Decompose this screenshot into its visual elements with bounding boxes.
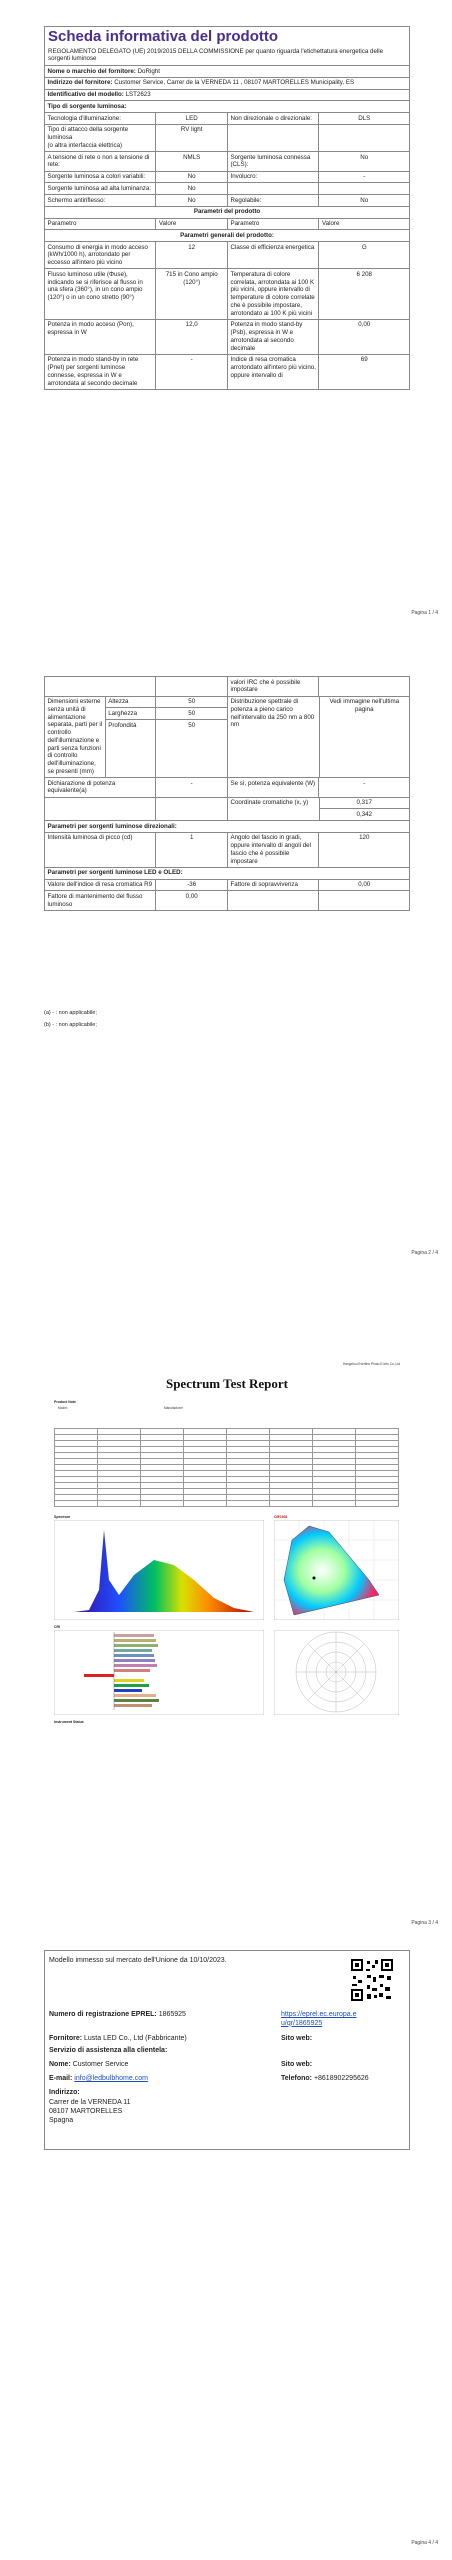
page-number: Pagina 4 / 4 xyxy=(411,2540,438,2546)
page-number: Pagina 1 / 4 xyxy=(411,610,438,616)
width-value: 50 xyxy=(156,708,227,720)
beam-label: Angolo del fascio in gradi, oppure intervallo di angoli del fascio che è possibile impostare xyxy=(228,833,320,867)
model-label: Model: xyxy=(58,1406,68,1410)
led-title: Parametri per sorgenti luminose LED e OLED: xyxy=(47,869,183,877)
peak-value: 1 xyxy=(156,833,228,867)
height-value: 50 xyxy=(156,697,227,709)
param-d: G xyxy=(361,243,367,251)
qr-code-icon xyxy=(349,1957,395,2003)
type-row-a: Tecnologia d'illuminazione: xyxy=(45,113,156,124)
regulation-text: REGOLAMENTO DELEGATO (UE) 2019/2015 DELLA COMMISSIONE per quanto riguarda l'etichettatura energetica delle sorgenti luminose xyxy=(48,47,384,63)
type-row-d: No xyxy=(360,153,369,161)
spectral-value: Vedi immagine nell'ultima pagina xyxy=(329,698,400,713)
type-row-c xyxy=(228,183,320,194)
type-row-d: DLS xyxy=(358,114,371,122)
cri-continuation: valori IRC che è possibile impostare xyxy=(228,677,320,696)
param-c: Indice di resa cromatica arrotondato all'intero più vicino, oppure intervallo di xyxy=(228,355,320,389)
type-row-d xyxy=(319,183,409,194)
type-row-c: Involucro: xyxy=(228,172,320,183)
email-link[interactable]: info@ledbulbhome.com xyxy=(74,2075,148,2082)
polar-chart xyxy=(274,1630,399,1715)
address-value: Customer Service, Carrer de la VERNEDA 11 , 08107 MARTORELLES Municipality, ES xyxy=(114,79,355,87)
type-row-c: Regolabile: xyxy=(228,195,320,206)
param-a: Potenza in modo acceso (Pon), espressa in W xyxy=(45,320,156,354)
type-row-a: Sorgente luminosa a colori variabili: xyxy=(45,172,156,183)
spectrum-report xyxy=(44,1360,410,1745)
supplier-label: Nome o marchio del fornitore: xyxy=(47,67,136,75)
type-row-b: No xyxy=(156,172,228,183)
type-row-d xyxy=(319,125,409,151)
cri-bar-chart xyxy=(54,1630,264,1715)
col-value: Valore xyxy=(156,219,228,230)
param-c: Potenza in modo stand-by (Psb), espressa in W e arrotondata al secondo decimale xyxy=(228,320,320,354)
param-d: 6 208 xyxy=(356,270,372,278)
equiv-power-d: - xyxy=(363,779,366,787)
address-label: Indirizzo del fornitore: xyxy=(47,79,113,87)
param-b: 715 in Cono ampio (120°) xyxy=(156,269,228,319)
cie-chart xyxy=(274,1520,399,1620)
chroma-point xyxy=(313,1577,316,1580)
page-4 xyxy=(0,1940,452,2560)
param-a: Potenza in modo stand-by in rete (Pnet) per sorgenti luminose connesse, espressa in W e arrotondata al secondo decimale xyxy=(45,355,156,389)
type-row-b: NMLS xyxy=(156,152,228,171)
equiv-power-label: Dichiarazione di potenza equivalente(a) xyxy=(45,778,156,797)
report-title: Spectrum Test Report xyxy=(165,1376,289,1391)
website2-label: Sito web: xyxy=(281,2061,313,2068)
eprel-value: 1865925 xyxy=(158,2011,186,2018)
param-b: 12 xyxy=(156,242,228,268)
spectral-label: Distribuzione spettrale di potenza a pieno carico nell'intervallo da 250 nm a 800 nm xyxy=(228,697,320,778)
param-d: 69 xyxy=(360,356,368,364)
name-label: Nome: xyxy=(49,2061,71,2068)
product-info-sheet xyxy=(44,26,410,390)
model-value: LST2623 xyxy=(125,91,151,98)
eprel-link[interactable]: https://eprel.ec.europa.eu/qr/1865925 xyxy=(281,2011,357,2027)
footnote-b: (b) - : non applicabile; xyxy=(44,1022,97,1028)
peak-label: Intensità luminosa di picco (cd) xyxy=(45,833,156,867)
supplier-value: Lusta LED Co., Ltd (Fabbricante) xyxy=(84,2035,187,2042)
chroma-y: 0,342 xyxy=(356,810,372,818)
type-row-c: Non direzionale o direzionale: xyxy=(228,113,320,124)
phone-value: +8618902295626 xyxy=(313,2075,369,2082)
type-row-d: - xyxy=(363,173,366,180)
type-row-c: Sorgente luminosa connessa (CLS): xyxy=(228,152,320,171)
sheet-title: Scheda informativa del prodotto xyxy=(48,28,279,45)
name-value: Customer Service xyxy=(72,2061,129,2068)
model-label: Identificativo del modello: xyxy=(47,91,124,98)
lumen-value: 0,00 xyxy=(156,891,228,910)
directional-title: Parametri per sorgenti luminose direzionali: xyxy=(47,822,177,830)
service-title: Servizio di assistenza alla clientela: xyxy=(49,2047,168,2054)
type-row-a: A tensione di rete o non a tensione di rete: xyxy=(45,152,156,171)
type-row-b: No xyxy=(156,183,228,194)
footnote-a: (a) - : non applicabile; xyxy=(44,1010,97,1016)
spectrum-label: Spectrum xyxy=(54,1515,71,1519)
dims-label: Dimensioni esterne senza unità di alimentazione separata, parti per il controllo dell'illuminazione e parti senza funzioni di controllo dell'illuminazione, se presenti (mm) xyxy=(45,697,106,778)
supplier-label: Fornitore: xyxy=(49,2035,83,2042)
param-c: Temperatura di colore correlata, arrotondata ai 100 K più vicini, oppure intervallo di temperature di colore correlate che è possibile impostare, arrotondato ai 100 K più vicini xyxy=(228,269,320,319)
col-param: Parametro xyxy=(45,219,156,230)
product-note: Product Note xyxy=(54,1400,76,1404)
cri-label: CRI xyxy=(54,1625,61,1629)
spectrum-chart xyxy=(54,1520,264,1620)
product-info-sheet-cont xyxy=(44,676,410,911)
height-label: Altezza xyxy=(106,697,156,709)
param-b: 12,0 xyxy=(156,320,228,354)
type-row-d: No xyxy=(360,196,369,204)
email-label: E-mail: xyxy=(49,2075,73,2082)
type-title: Tipo di sorgente luminosa: xyxy=(47,102,127,110)
market-text: Modello immesso sul mercato dell'Unione da 10/10/2023. xyxy=(49,1957,227,1964)
equiv-power-c: Se sì, potenza equivalente (W) xyxy=(228,778,320,797)
address-line-2: 08107 MARTORELLES xyxy=(49,2108,123,2115)
lab-header: Hangzhou Everfine Photo-E-Info Co.,Ltd xyxy=(342,1362,400,1366)
param-d: 0,00 xyxy=(358,321,371,329)
survival-label: Fattore di sopravvivenza xyxy=(228,880,320,891)
r9-value: -36 xyxy=(156,880,228,891)
param-a: Flusso luminoso utile (Φuse), indicando se si riferisce al flusso in una sfera (360°), in un cono ampio (120°) o in un cono stretto (90°) xyxy=(45,269,156,319)
page-1 xyxy=(0,0,452,650)
type-row-c xyxy=(228,125,320,151)
type-row-b: No xyxy=(156,195,228,206)
param-a: Consumo di energia in modo acceso (kWh/1000 h), arrotondato per eccesso all'intero più vicino xyxy=(45,242,156,268)
type-row-b: RV light xyxy=(156,125,228,151)
survival-value: 0,00 xyxy=(358,881,371,888)
depth-value: 50 xyxy=(188,721,196,729)
eprel-card xyxy=(44,1950,410,2150)
page-number: Pagina 3 / 4 xyxy=(411,1920,438,1926)
instrument-label: Instrument Status xyxy=(54,1720,84,1724)
col-value: Valore xyxy=(321,220,340,227)
type-row-a: Tipo di attacco della sorgente luminosa (o altra interfaccia elettrica) xyxy=(45,125,156,151)
depth-label: Profondità xyxy=(108,721,137,729)
type-row-a: Schermo antiriflesso: xyxy=(45,195,156,206)
params-title: Parametri del prodotto xyxy=(193,208,261,216)
eprel-label: Numero di registrazione EPREL: xyxy=(49,2011,157,2018)
equiv-power-value: - xyxy=(156,778,228,797)
width-label: Larghezza xyxy=(106,708,156,720)
type-row-a: Sorgente luminosa ad alta luminanza: xyxy=(45,183,156,194)
general-title: Parametri generali del prodotto: xyxy=(180,231,274,239)
parameter-table xyxy=(54,1428,399,1507)
type-row-b: LED xyxy=(156,113,228,124)
page-2 xyxy=(0,650,452,1290)
chroma-label: Coordinate cromatiche (x, y) xyxy=(228,798,320,821)
address-line-1: Carrer de la VERNEDA 11 xyxy=(49,2099,131,2106)
col-param: Parametro xyxy=(228,219,320,230)
model-value: Manufacturer xyxy=(164,1406,183,1410)
phone-label: Telefono: xyxy=(281,2075,312,2082)
param-b: - xyxy=(156,355,228,389)
r9-label: Valore dell'indice di resa cromatica R9 xyxy=(45,880,156,891)
param-c: Classe di efficienza energetica xyxy=(228,242,320,268)
cie-label: CIE1931 xyxy=(274,1515,288,1519)
lumen-label: Fattore di mantenimento del flusso luminoso xyxy=(45,891,156,910)
beam-value: 120 xyxy=(359,834,370,842)
address-line-3: Spagna xyxy=(49,2117,74,2124)
website-label: Sito web: xyxy=(281,2035,313,2042)
supplier-value: DoRight xyxy=(137,67,160,75)
page-number: Pagina 2 / 4 xyxy=(411,1250,438,1256)
chroma-x: 0,317 xyxy=(320,798,409,810)
address-label: Indirizzo: xyxy=(49,2089,80,2096)
